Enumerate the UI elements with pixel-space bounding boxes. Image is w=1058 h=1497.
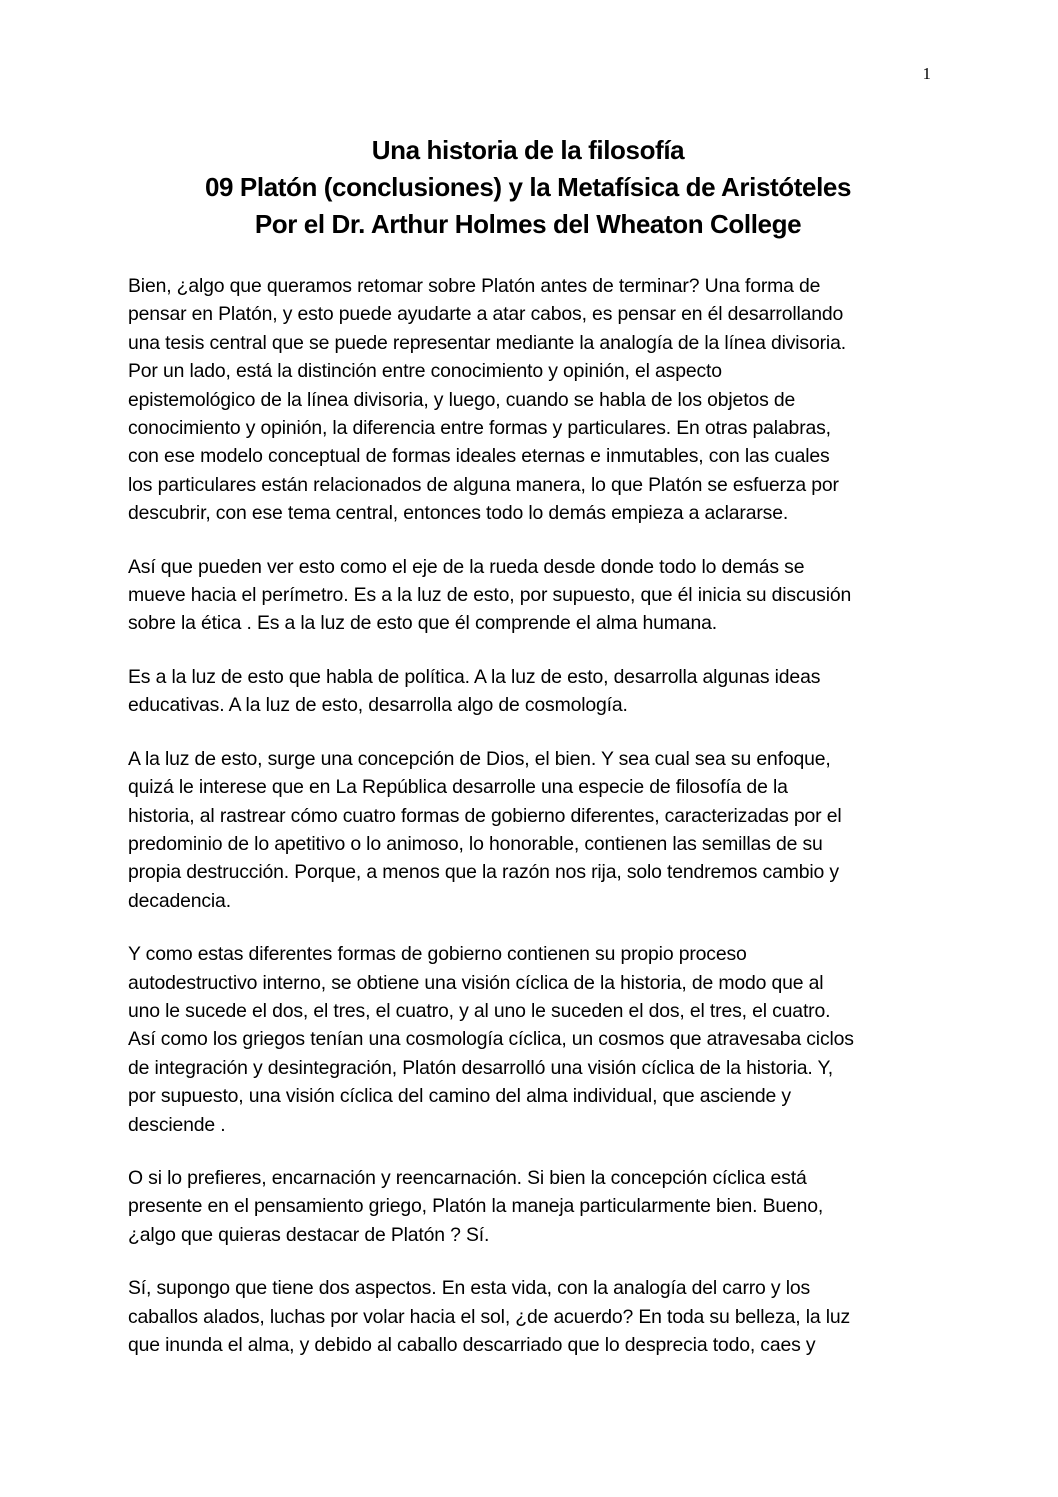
text-line: mueve hacia el perímetro. Es a la luz de esto, por supuesto, que él inicia su discusión — [128, 584, 852, 607]
paragraph-4 — [128, 745, 928, 915]
text-line: Por un lado, está la distinción entre conocimiento y opinión, el aspecto — [128, 360, 722, 383]
subtitle-line: 09 Platón (conclusiones) y la Metafísica de Aristóteles — [204, 172, 852, 202]
text-line: O si lo prefieres, encarnación y reencarnación. Si bien la concepción cíclica está — [128, 1166, 807, 1189]
text-line: pensar en Platón, y esto puede ayudarte a atar cabos, es pensar en él desarrollando — [128, 303, 844, 326]
paragraph-7 — [128, 1274, 928, 1359]
text-line: Es a la luz de esto que habla de política. A la luz de esto, desarrolla algunas ideas — [128, 665, 821, 688]
page-number: 1 — [922, 64, 931, 83]
text-line: propia destrucción. Porque, a menos que la razón nos rija, solo tendremos cambio y — [128, 861, 839, 884]
title-line: Una historia de la filosofía — [371, 135, 685, 165]
paragraph-1 — [128, 272, 928, 528]
text-line: conocimiento y opinión, la diferencia entre formas y particulares. En otras palabras, — [128, 417, 831, 440]
text-line: presente en el pensamiento griego, Platón la maneja particularmente bien. Bueno, — [128, 1195, 824, 1218]
text-line: de integración y desintegración, Platón desarrolló una visión cíclica de la historia. Y, — [128, 1056, 834, 1079]
author-line: Por el Dr. Arthur Holmes del Wheaton College — [254, 209, 802, 239]
text-line: los particulares están relacionados de alguna manera, lo que Platón se esfuerza por — [128, 473, 839, 496]
text-line: educativas. A la luz de esto, desarrolla algo de cosmología. — [128, 694, 628, 717]
text-line: descubrir, con ese tema central, entonces todo lo demás empieza a aclararse. — [128, 502, 789, 525]
text-line: historia, al rastrear cómo cuatro formas de gobierno diferentes, caracterizadas por el — [128, 804, 842, 827]
paragraph-2 — [128, 553, 928, 638]
text-line: Así que pueden ver esto como el eje de la rueda desde donde todo lo demás se — [128, 555, 805, 578]
paragraph-6 — [128, 1164, 928, 1249]
text-line: caballos alados, luchas por volar hacia el sol, ¿de acuerdo? En toda su belleza, la luz — [128, 1305, 851, 1328]
text-line: quizá le interese que en La República desarrolle una especie de filosofía de la — [128, 776, 788, 799]
text-line: autodestructivo interno, se obtiene una visión cíclica de la historia, de modo que al — [128, 971, 824, 994]
text-line: uno le sucede el dos, el tres, el cuatro, y al uno le suceden el dos, el tres, el cuatro. — [128, 999, 831, 1022]
paragraph-3 — [128, 663, 928, 720]
text-line: Sí, supongo que tiene dos aspectos. En esta vida, con la analogía del carro y los — [128, 1277, 811, 1300]
text-line: epistemológico de la línea divisoria, y luego, cuando se habla de los objetos de — [128, 388, 796, 411]
text-line: Así como los griegos tenían una cosmología cíclica, un cosmos que atravesaba ciclos — [128, 1028, 854, 1051]
text-line: con ese modelo conceptual de formas ideales eternas e inmutables, con las cuales — [128, 445, 830, 468]
text-line: Y como estas diferentes formas de gobierno contienen su propio proceso — [128, 943, 747, 966]
document-title — [128, 132, 928, 243]
text-line: sobre la ética . Es a la luz de esto que él comprende el alma humana. — [128, 612, 717, 635]
text-line: por supuesto, una visión cíclica del camino del alma individual, que asciende y — [128, 1085, 791, 1108]
text-line: A la luz de esto, surge una concepción de Dios, el bien. Y sea cual sea su enfoque, — [128, 747, 831, 770]
text-line: predominio de lo apetitivo o lo animoso, lo honorable, contienen las semillas de su — [128, 832, 823, 855]
document-body — [128, 272, 928, 1384]
text-line: una tesis central que se puede representar mediante la analogía de la línea divisoria. — [128, 331, 846, 354]
text-line: decadencia. — [128, 889, 231, 912]
text-line: ¿algo que quieras destacar de Platón ? Sí. — [128, 1223, 490, 1246]
text-line: Bien, ¿algo que queramos retomar sobre Platón antes de terminar? Una forma de — [128, 275, 821, 297]
text-line: que inunda el alma, y debido al caballo descarriado que lo desprecia todo, caes y — [128, 1334, 816, 1356]
paragraph-5 — [128, 940, 928, 1139]
text-line: desciende . — [128, 1113, 226, 1136]
